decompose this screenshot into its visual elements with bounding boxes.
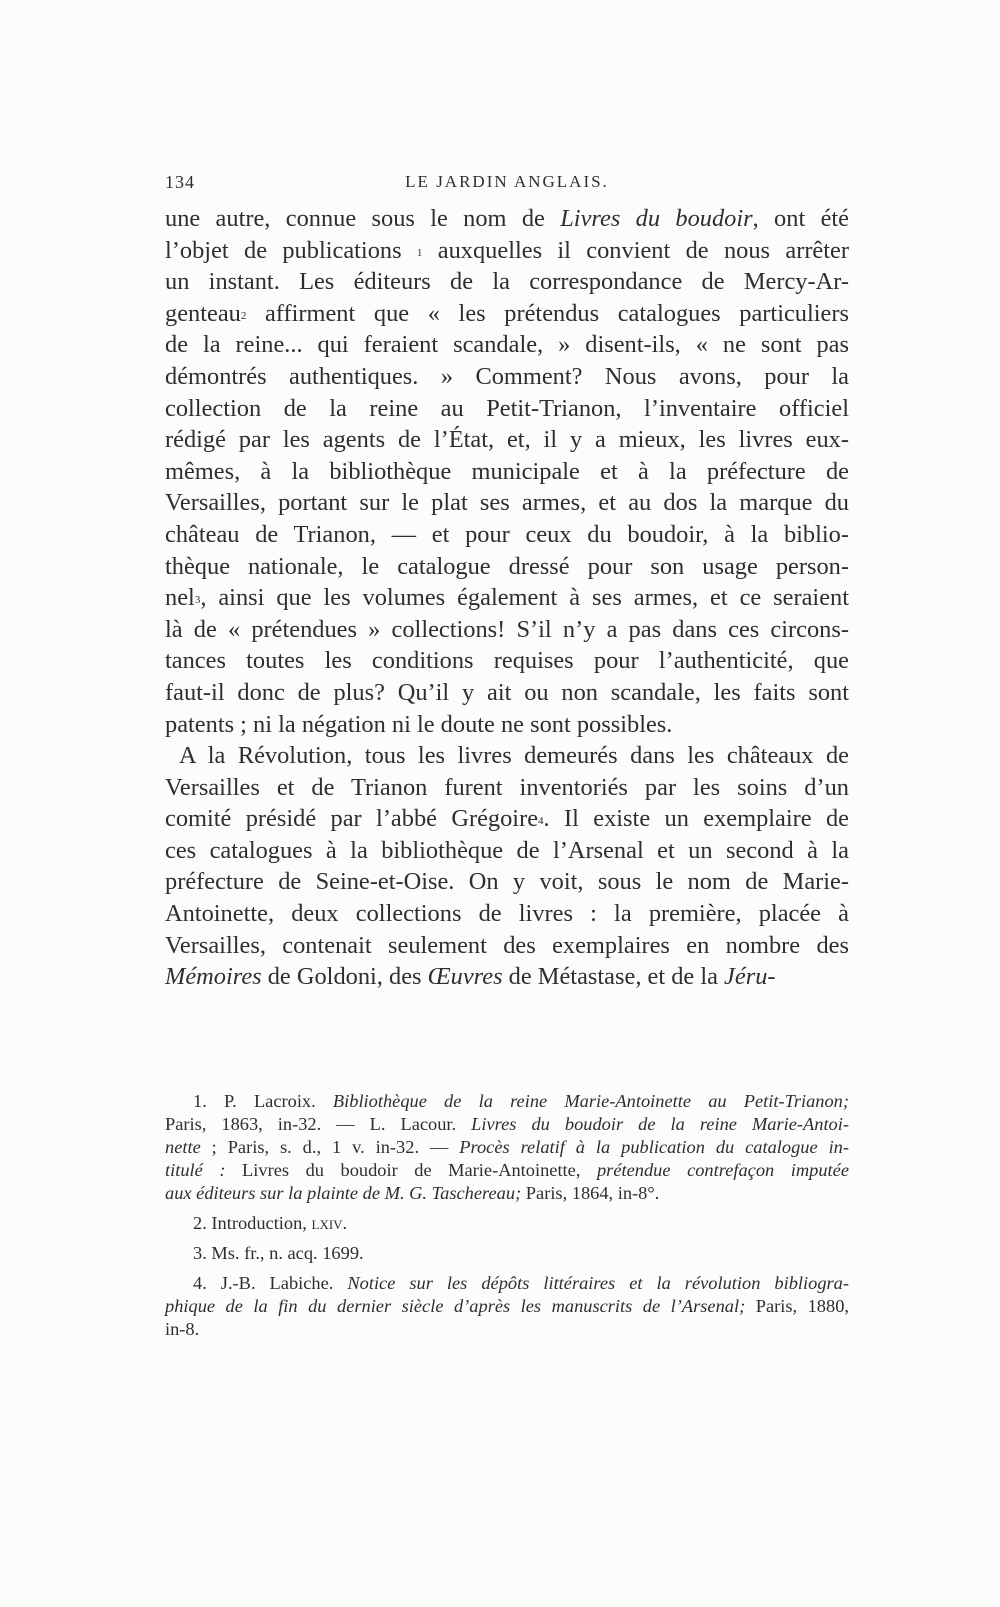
text-line	[165, 930, 849, 962]
text-line	[165, 235, 849, 267]
text-run: ces catalogues à la bibliothèque de l’Arsenal et un second à la	[165, 836, 849, 864]
text-run: préfecture de Seine-et-Oise. On y voit, sous le nom de Marie-	[165, 868, 849, 896]
text-run: patents ; ni la négation ni le doute ne sont possibles.	[165, 710, 673, 738]
footnote-line	[165, 1182, 849, 1205]
text-run: auxquelles il convient de nous arrêter	[422, 236, 849, 264]
page-header	[165, 172, 849, 202]
text-run: genteau	[165, 299, 241, 327]
footnote-ref: 4	[538, 815, 544, 828]
footnote-line	[165, 1113, 849, 1136]
footnote-ref: 3	[194, 594, 201, 607]
text-line	[165, 298, 849, 330]
text-run: Paris, 1863, in-32. — L. Lacour.	[165, 1114, 472, 1134]
text-run: 1. P. Lacroix.	[193, 1091, 333, 1111]
text-line	[165, 772, 849, 804]
text-run: Versailles, contenait seulement des exemplaires en nombre des	[165, 931, 849, 959]
text-line	[165, 740, 849, 772]
text-line	[165, 519, 849, 551]
footnote	[165, 1212, 849, 1235]
footnote-ref: 2	[240, 309, 247, 322]
text-run: démontrés authentiques. » Comment? Nous avons, pour la	[165, 362, 849, 390]
text-line	[165, 456, 849, 488]
italic-text: Œuvres	[427, 963, 503, 991]
text-run: rédigé par les agents de l’État, et, il y a mieux, les livres eux-	[165, 426, 849, 454]
italic-text: Jéru-	[724, 963, 776, 991]
text-run: lxiv	[311, 1213, 343, 1233]
page-number: 134	[165, 172, 195, 192]
footnote-line	[165, 1318, 849, 1341]
text-line	[165, 866, 849, 898]
text-run: là de « prétendues » collections! S’il n’y a pas dans ces circons-	[165, 615, 849, 643]
italic-text: phique de la fin du dernier siècle d’après les manuscrits de l’Arsenal;	[165, 1296, 746, 1316]
italic-text: Notice sur les dépôts littéraires et la révolution bibliogra-	[347, 1273, 849, 1293]
text-run: un instant. Les éditeurs de la correspondance de Mercy-Ar-	[165, 268, 849, 296]
text-run: comité présidé par l’abbé Grégoire	[165, 805, 539, 833]
footnote	[165, 1272, 849, 1341]
text-run: A la Révolution, tous les livres demeurés dans les châteaux de	[179, 742, 849, 770]
text-run: de Métastase, et de la	[502, 963, 725, 991]
text-run: in-8.	[165, 1319, 200, 1339]
italic-text: Bibliothèque de la reine Marie-Antoinette au Petit-Trianon;	[332, 1091, 849, 1111]
italic-text: nette	[165, 1137, 201, 1157]
text-line	[165, 551, 849, 583]
text-run: tances toutes les conditions requises pour l’authenticité, que	[165, 647, 849, 675]
text-run: Antoinette, deux collections de livres : la première, placée à	[165, 900, 849, 928]
text-line	[165, 582, 849, 614]
text-run: nel	[165, 584, 195, 612]
text-run: collection de la reine au Petit-Trianon, l’inventaire officiel	[165, 394, 849, 422]
text-line	[165, 393, 849, 425]
text-run: , ont été	[752, 205, 849, 232]
text-line	[165, 709, 849, 741]
text-run: , ainsi que les volumes également à ses armes, et ce seraient	[200, 584, 849, 612]
running-head: LE JARDIN ANGLAIS.	[405, 172, 609, 191]
text-run: mêmes, à la bibliothèque municipale et à la préfecture de	[165, 457, 849, 485]
text-run: Versailles, portant sur le plat ses armes, et au dos la marque du	[165, 489, 849, 517]
text-line	[165, 677, 849, 709]
text-run: de la reine... qui feraient scandale, » disent-ils, « ne sont pas	[165, 331, 849, 359]
footnote-line	[165, 1136, 849, 1159]
footnote	[165, 1090, 849, 1205]
italic-text: Mémoires	[165, 963, 262, 991]
text-run: ; Paris, s. d., 1 v. in-32. —	[200, 1137, 460, 1157]
text-line	[165, 803, 849, 835]
italic-text: prétendue contrefaçon imputée	[596, 1160, 849, 1180]
text-run: Paris, 1880,	[745, 1296, 849, 1316]
text-run: 4. J.-B. Labiche.	[193, 1273, 348, 1293]
footnote	[165, 1242, 849, 1265]
text-line	[165, 487, 849, 519]
text-run: Paris, 1864, in-8°.	[521, 1183, 660, 1203]
text-run: de Goldoni, des	[261, 963, 428, 991]
text-line	[165, 266, 849, 298]
text-run: thèque nationale, le catalogue dressé pour son usage person-	[165, 552, 849, 580]
footnote-line	[165, 1212, 849, 1235]
body-text	[165, 203, 849, 993]
text-run: une autre, connue sous le nom de	[165, 205, 561, 232]
footnote-line	[165, 1295, 849, 1318]
italic-text: aux éditeurs sur la plainte de M. G. Taschereau;	[165, 1183, 522, 1203]
text-line	[165, 961, 849, 993]
italic-text: Procès relatif à la publication du catalogue in-	[459, 1137, 849, 1157]
footnote-line	[165, 1159, 849, 1182]
text-run: château de Trianon, — et pour ceux du boudoir, à la biblio-	[165, 520, 849, 548]
text-run: 2. Introduction,	[193, 1213, 312, 1233]
text-line	[165, 614, 849, 646]
italic-text: Livres du boudoir de la reine Marie-Antoi-	[471, 1114, 849, 1134]
text-run: Versailles et de Trianon furent inventoriés par les soins d’un	[165, 773, 849, 801]
text-line	[165, 835, 849, 867]
footnotes	[165, 1090, 849, 1348]
italic-text: titulé :	[165, 1160, 243, 1180]
text-line	[165, 645, 849, 677]
text-line	[165, 329, 849, 361]
text-line	[165, 424, 849, 456]
text-run: Livres du boudoir de Marie-Antoinette,	[242, 1160, 597, 1180]
footnote-ref: 1	[416, 246, 423, 259]
text-run: l’objet de publications	[165, 236, 417, 264]
footnote-line	[165, 1272, 849, 1295]
footnote-line	[165, 1242, 849, 1265]
italic-text: Livres du boudoir	[560, 205, 753, 232]
text-run: affirment que « les prétendus catalogues particuliers	[246, 299, 849, 327]
text-line	[165, 361, 849, 393]
text-line	[165, 898, 849, 930]
text-run: .	[342, 1213, 348, 1233]
footnote-line	[165, 1090, 849, 1113]
text-run: faut-il donc de plus? Qu’il y ait ou non scandale, les faits sont	[165, 678, 849, 706]
text-line	[165, 203, 849, 235]
text-run: . Il existe un exemplaire de	[543, 805, 849, 833]
text-run: 3. Ms. fr., n. acq. 1699.	[193, 1243, 364, 1263]
